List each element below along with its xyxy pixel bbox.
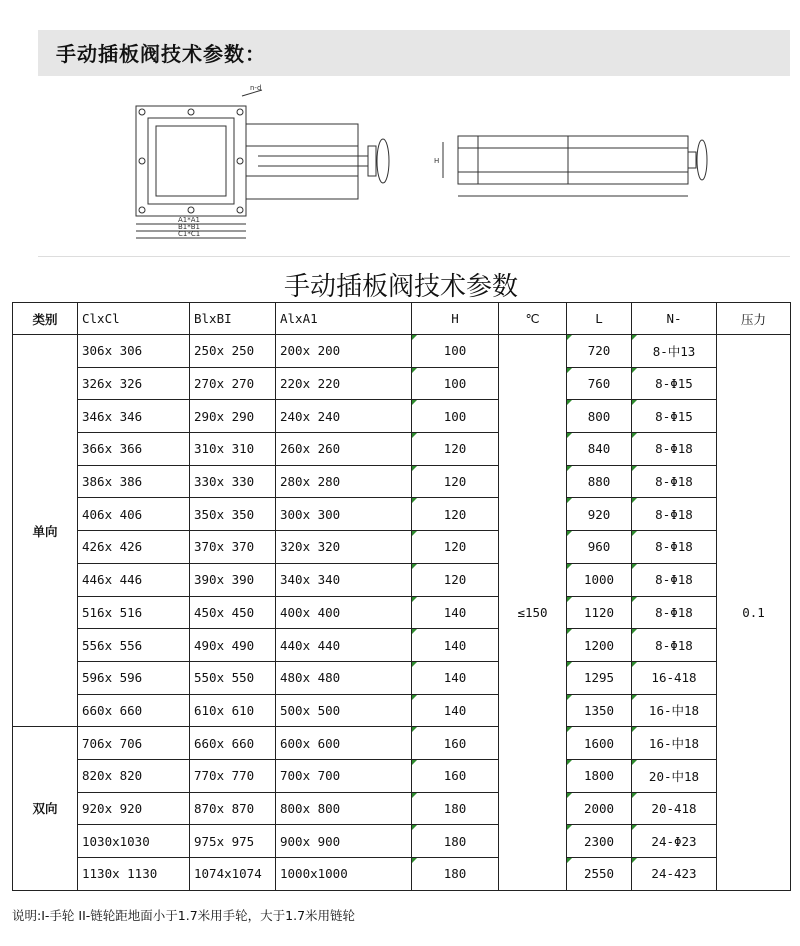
- cell-c1: 820x 820: [78, 759, 190, 792]
- cell-a1: 480x 480: [276, 661, 412, 694]
- table-row: [13, 694, 791, 727]
- table-row: [13, 825, 791, 858]
- cell-n: 20-418: [632, 792, 717, 825]
- table-row: [13, 858, 791, 891]
- cell-a1: 400x 400: [276, 596, 412, 629]
- cell-c1: 386x 386: [78, 465, 190, 498]
- category-cell: 单向: [13, 335, 78, 727]
- table-row: [13, 563, 791, 596]
- handwheel-side: [697, 140, 707, 180]
- cell-a1: 500x 500: [276, 694, 412, 727]
- cell-a1: 800x 800: [276, 792, 412, 825]
- cell-n: 16-中18: [632, 694, 717, 727]
- dim-label-c1: C1*C1: [178, 230, 201, 238]
- cell-h: 120: [412, 531, 499, 564]
- col-header-b1: BlxBI: [190, 303, 276, 335]
- cell-c1: 660x 660: [78, 694, 190, 727]
- cell-n: 8-Φ18: [632, 531, 717, 564]
- cell-n: 8-Φ18: [632, 498, 717, 531]
- valve-opening: [156, 126, 226, 196]
- dim-label-h: H: [434, 157, 440, 165]
- cell-c1: 446x 446: [78, 563, 190, 596]
- cell-c1: 596x 596: [78, 661, 190, 694]
- table-row: [13, 596, 791, 629]
- cell-b1: 250x 250: [190, 335, 276, 368]
- cell-b1: 350x 350: [190, 498, 276, 531]
- col-header-pressure: 压力: [717, 303, 791, 335]
- cell-n: 8-Φ18: [632, 465, 717, 498]
- spec-table: [12, 302, 791, 891]
- cell-a1: 300x 300: [276, 498, 412, 531]
- cell-b1: 550x 550: [190, 661, 276, 694]
- cell-n: 16-418: [632, 661, 717, 694]
- cell-l: 1120: [567, 596, 632, 629]
- cell-b1: 490x 490: [190, 629, 276, 662]
- cell-pressure: 0.1: [717, 335, 791, 891]
- cell-a1: 440x 440: [276, 629, 412, 662]
- cell-h: 120: [412, 465, 499, 498]
- cell-c1: 706x 706: [78, 727, 190, 760]
- slide-housing: [246, 124, 358, 199]
- technical-drawing: [38, 76, 790, 257]
- cell-n: 8-Φ18: [632, 433, 717, 466]
- cell-a1: 240x 240: [276, 400, 412, 433]
- side-view-body: [458, 136, 688, 184]
- cell-n: 24-Φ23: [632, 825, 717, 858]
- cell-a1: 220x 220: [276, 367, 412, 400]
- cell-n: 8-Φ18: [632, 596, 717, 629]
- cell-n: 8-中13: [632, 335, 717, 368]
- cell-h: 180: [412, 858, 499, 891]
- cell-l: 1350: [567, 694, 632, 727]
- cell-c1: 406x 406: [78, 498, 190, 531]
- cell-b1: 870x 870: [190, 792, 276, 825]
- cell-h: 100: [412, 400, 499, 433]
- cell-l: 1295: [567, 661, 632, 694]
- cell-a1: 260x 260: [276, 433, 412, 466]
- table-row: [13, 661, 791, 694]
- cell-c1: 556x 556: [78, 629, 190, 662]
- cell-l: 2000: [567, 792, 632, 825]
- cell-c1: 306x 306: [78, 335, 190, 368]
- cell-n: 8-Φ18: [632, 563, 717, 596]
- cell-a1: 900x 900: [276, 825, 412, 858]
- cell-a1: 340x 340: [276, 563, 412, 596]
- table-row: [13, 727, 791, 760]
- table-row: [13, 433, 791, 466]
- cell-b1: 660x 660: [190, 727, 276, 760]
- table-title: 手动插板阀技术参数: [283, 272, 518, 302]
- cell-a1: 320x 320: [276, 531, 412, 564]
- valve-drawing-svg: [38, 76, 790, 256]
- cell-temperature: ≤150: [499, 335, 567, 891]
- cell-b1: 610x 610: [190, 694, 276, 727]
- dim-label-nd: n-d: [250, 84, 262, 92]
- cell-b1: 770x 770: [190, 759, 276, 792]
- cell-c1: 1130x 1130: [78, 858, 190, 891]
- cell-l: 880: [567, 465, 632, 498]
- cell-c1: 516x 516: [78, 596, 190, 629]
- col-header-n: N-: [632, 303, 717, 335]
- cell-b1: 975x 975: [190, 825, 276, 858]
- cell-c1: 426x 426: [78, 531, 190, 564]
- col-header-c1: ClxCl: [78, 303, 190, 335]
- cell-a1: 1000x1000: [276, 858, 412, 891]
- cell-n: 20-中18: [632, 759, 717, 792]
- section-title: 手动插板阀技术参数：: [56, 42, 266, 66]
- cell-b1: 330x 330: [190, 465, 276, 498]
- cell-h: 120: [412, 433, 499, 466]
- cell-b1: 390x 390: [190, 563, 276, 596]
- cell-h: 140: [412, 596, 499, 629]
- cell-l: 920: [567, 498, 632, 531]
- cell-n: 16-中18: [632, 727, 717, 760]
- cell-h: 160: [412, 727, 499, 760]
- cell-l: 2300: [567, 825, 632, 858]
- table-row: [13, 400, 791, 433]
- cell-h: 140: [412, 629, 499, 662]
- table-row: [13, 465, 791, 498]
- cell-c1: 1030x1030: [78, 825, 190, 858]
- cell-l: 720: [567, 335, 632, 368]
- cell-l: 760: [567, 367, 632, 400]
- cell-c1: 920x 920: [78, 792, 190, 825]
- table-row: [13, 629, 791, 662]
- cell-a1: 700x 700: [276, 759, 412, 792]
- cell-h: 140: [412, 694, 499, 727]
- cell-l: 800: [567, 400, 632, 433]
- col-header-l: L: [567, 303, 632, 335]
- col-header-temp: ℃: [499, 303, 567, 335]
- cell-h: 140: [412, 661, 499, 694]
- cell-l: 1800: [567, 759, 632, 792]
- table-row: [13, 367, 791, 400]
- cell-l: 840: [567, 433, 632, 466]
- table-row: [13, 759, 791, 792]
- cell-b1: 290x 290: [190, 400, 276, 433]
- cell-h: 100: [412, 335, 499, 368]
- cell-l: 960: [567, 531, 632, 564]
- handwheel-front: [377, 139, 389, 183]
- cell-l: 1600: [567, 727, 632, 760]
- footnote: 说明:I-手轮 II-链轮距地面小于1.7米用手轮，大于1.7米用链轮: [12, 908, 356, 923]
- cell-l: 2550: [567, 858, 632, 891]
- cell-c1: 346x 346: [78, 400, 190, 433]
- table-row: [13, 335, 791, 368]
- cell-b1: 1074x1074: [190, 858, 276, 891]
- cell-l: 1000: [567, 563, 632, 596]
- col-header-h: H: [412, 303, 499, 335]
- dim-label-a1: A1*A1: [178, 216, 200, 224]
- cell-h: 160: [412, 759, 499, 792]
- col-header-a1: AlxA1: [276, 303, 412, 335]
- cell-n: 8-Φ15: [632, 400, 717, 433]
- category-cell: 双向: [13, 727, 78, 890]
- cell-h: 120: [412, 563, 499, 596]
- cell-c1: 366x 366: [78, 433, 190, 466]
- cell-n: 8-Φ18: [632, 629, 717, 662]
- cell-h: 180: [412, 825, 499, 858]
- flange-inner: [148, 118, 234, 204]
- cell-h: 120: [412, 498, 499, 531]
- cell-n: 8-Φ15: [632, 367, 717, 400]
- cell-n: 24-423: [632, 858, 717, 891]
- cell-b1: 310x 310: [190, 433, 276, 466]
- cell-b1: 370x 370: [190, 531, 276, 564]
- cell-h: 180: [412, 792, 499, 825]
- table-row: [13, 531, 791, 564]
- flange-outline: [136, 106, 246, 216]
- cell-a1: 600x 600: [276, 727, 412, 760]
- cell-l: 1200: [567, 629, 632, 662]
- cell-h: 100: [412, 367, 499, 400]
- cell-a1: 200x 200: [276, 335, 412, 368]
- cell-b1: 450x 450: [190, 596, 276, 629]
- table-header-row: [13, 303, 791, 335]
- table-row: [13, 792, 791, 825]
- col-header-category: 类别: [13, 303, 78, 335]
- cell-c1: 326x 326: [78, 367, 190, 400]
- dim-label-b1: B1*B1: [178, 223, 201, 231]
- cell-a1: 280x 280: [276, 465, 412, 498]
- cell-b1: 270x 270: [190, 367, 276, 400]
- table-row: [13, 498, 791, 531]
